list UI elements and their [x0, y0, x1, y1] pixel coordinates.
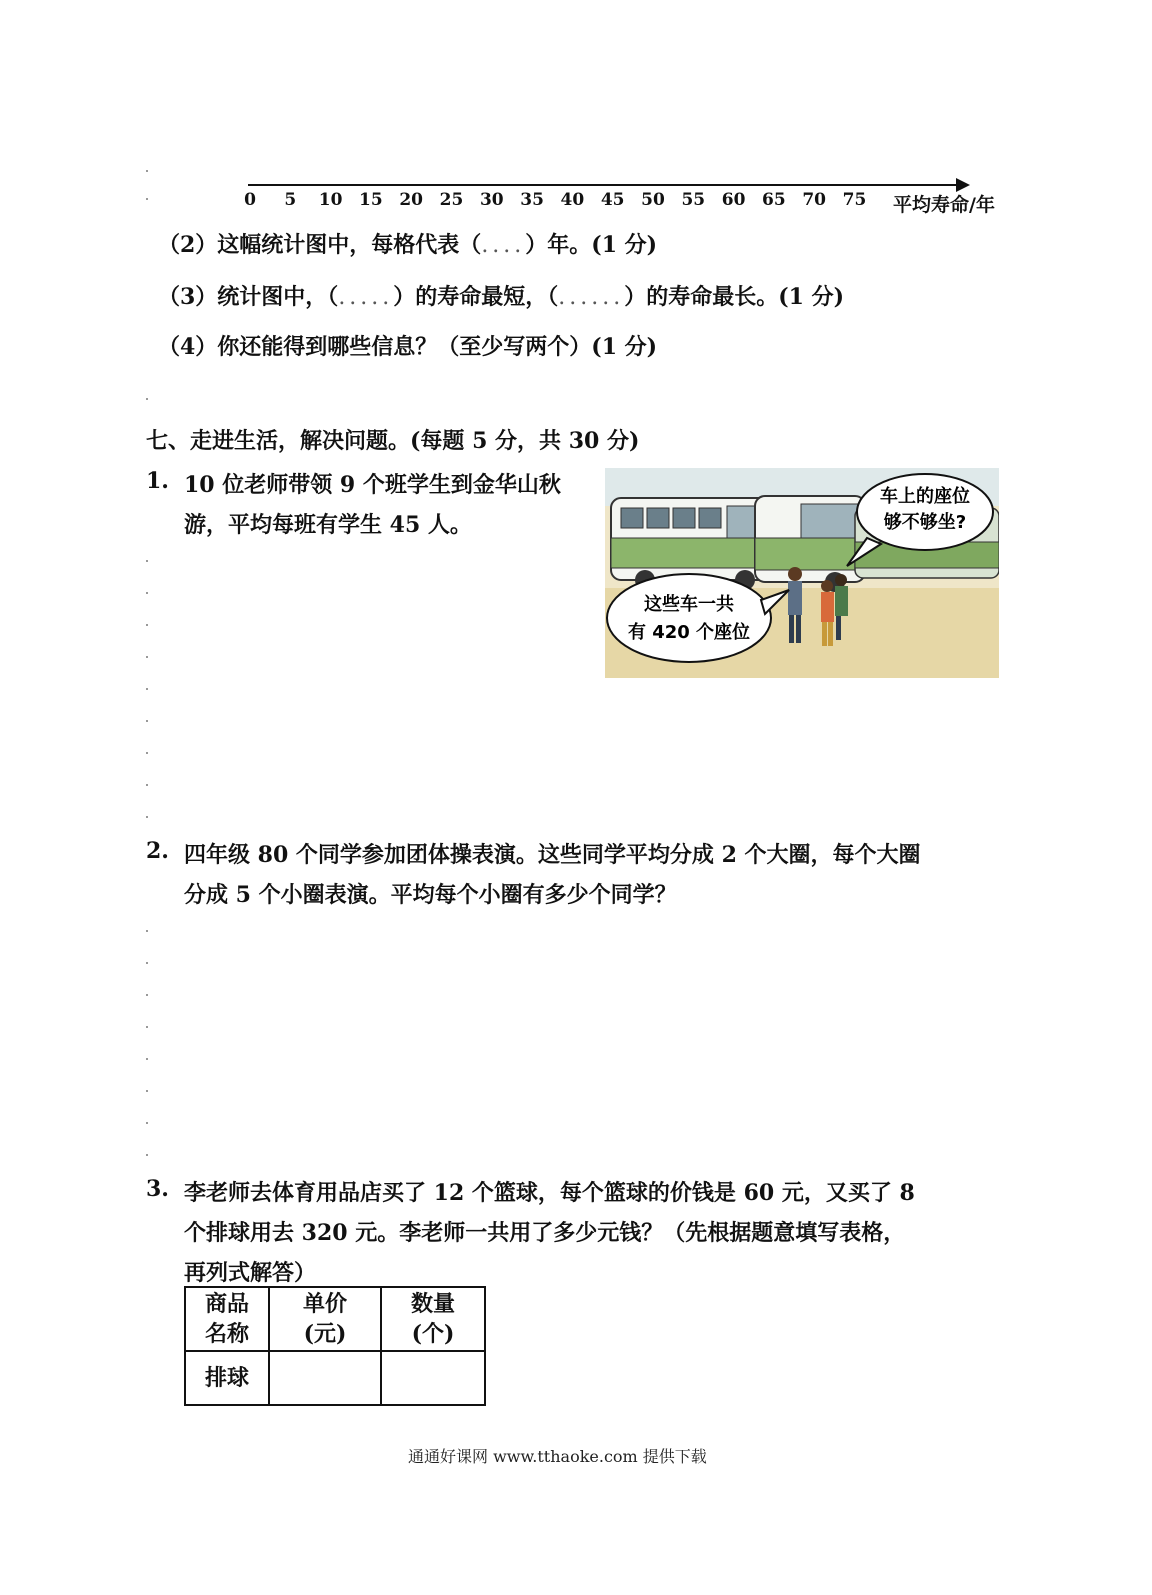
q3-blank-shortest[interactable]: ..... — [338, 285, 394, 310]
q3-text-middle: ）的寿命最短，（ — [393, 284, 559, 310]
problem-3-line-3: 再列式解答） — [184, 1260, 317, 1286]
q2-blank[interactable]: .... — [481, 233, 526, 258]
bus-2-icon — [755, 496, 865, 592]
row-item-name: 排球 — [185, 1351, 269, 1405]
q2-text-after: ）年。(1 分) — [525, 232, 658, 258]
question-6-3 — [158, 280, 844, 311]
axis-tick-label: 35 — [520, 190, 544, 210]
axis-tick-label: 10 — [318, 190, 343, 210]
axis-tick-label: 5 — [284, 190, 297, 210]
row-quantity-cell[interactable] — [381, 1351, 485, 1405]
header-unit-price: 单价 (元) — [269, 1287, 381, 1351]
q2-text-before: （2）这幅统计图中，每格代表（ — [158, 232, 482, 258]
bubble-right-line-2: 够不够坐? — [883, 512, 967, 533]
axis-line — [248, 184, 958, 186]
problem-3-line-2: 个排球用去 320 元。李老师一共用了多少元钱？（先根据题意填写表格， — [184, 1220, 906, 1246]
axis-tick-label: 75 — [842, 190, 867, 210]
q3-text-before: （3）统计图中，（ — [158, 284, 339, 310]
problem-3-line-1: 李老师去体育用品店买了 12 个篮球，每个篮球的价钱是 60 元，又买了 8 — [184, 1180, 915, 1206]
axis-unit-label: 平均寿命/年 — [893, 194, 995, 216]
problem-2-number: 2. — [146, 838, 169, 864]
q3-text-after: ）的寿命最长。(1 分) — [624, 284, 845, 310]
footer-text: 通通好课网 www.tthaoke.com 提供下载 — [408, 1447, 707, 1466]
axis-tick-label: 30 — [479, 190, 504, 210]
problem-1-number: 1. — [146, 468, 169, 494]
table-header-row — [185, 1287, 485, 1351]
problem-2-line-2: 分成 5 个小圈表演。平均每个小圈有多少个同学？ — [184, 882, 677, 908]
row-unit-price-cell[interactable] — [269, 1351, 381, 1405]
header-item-name: 商品 名称 — [185, 1287, 269, 1351]
axis-tick-label: 65 — [762, 190, 786, 210]
axis-tick-label: 40 — [560, 190, 585, 210]
axis-tick-label: 0 — [244, 190, 256, 210]
problem-1-line-2: 游，平均每班有学生 45 人。 — [184, 512, 472, 538]
axis-tick-label: 15 — [359, 190, 383, 210]
problem-2-line-1: 四年级 80 个同学参加团体操表演。这些同学平均分成 2 个大圈，每个大圈 — [184, 842, 921, 868]
axis-tick-label: 70 — [802, 190, 827, 210]
q3-blank-longest[interactable]: ...... — [558, 285, 625, 310]
axis-tick-label: 60 — [721, 190, 746, 210]
header-quantity: 数量 (个) — [381, 1287, 485, 1351]
section-7-heading: 七、走进生活，解决问题。(每题 5 分，共 30 分) — [146, 428, 640, 454]
axis-tick-label: 45 — [600, 190, 625, 210]
problem-1-line-1: 10 位老师带领 9 个班学生到金华山秋 — [184, 472, 561, 498]
axis-tick-label: 25 — [439, 190, 464, 210]
price-table — [184, 1286, 486, 1406]
bubble-right-line-1: 车上的座位 — [880, 486, 970, 507]
axis-tick-label: 55 — [681, 190, 706, 210]
axis-tick-label: 20 — [399, 190, 424, 210]
bubble-left-line-1: 这些车一共 — [644, 594, 734, 615]
table-row — [185, 1351, 485, 1405]
bubble-left-line-2: 有 420 个座位 — [627, 622, 751, 643]
axis-tick-label: 50 — [641, 190, 665, 210]
bus-illustration — [605, 468, 999, 678]
question-6-2 — [158, 228, 657, 259]
question-6-4: （4）你还能得到哪些信息？（至少写两个）(1 分) — [158, 334, 658, 360]
problem-3-number: 3. — [146, 1176, 169, 1202]
